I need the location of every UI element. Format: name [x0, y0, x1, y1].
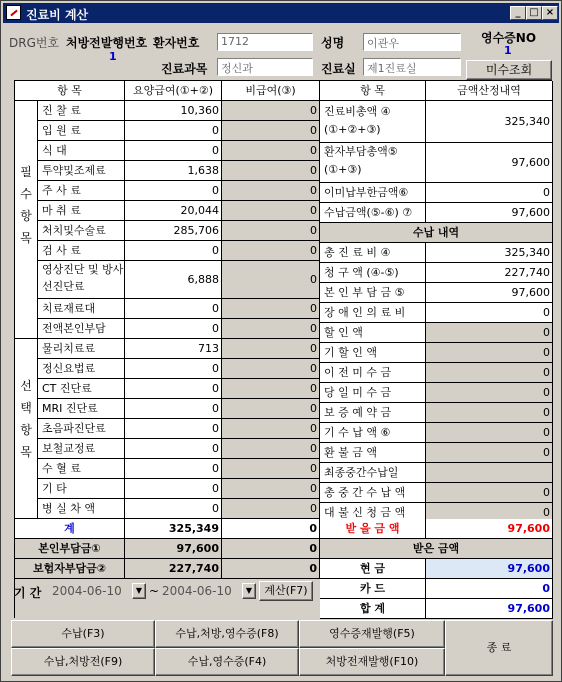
maximize-button[interactable]: □	[526, 6, 542, 20]
period-label: 기 간	[14, 586, 42, 600]
summary-amount: 97,600	[426, 143, 553, 183]
uninsured-amount[interactable]: 0	[222, 201, 320, 221]
department-field[interactable]: 정신과	[217, 58, 313, 76]
pay-button[interactable]: 수납(F3)	[11, 620, 155, 648]
receipt-amount[interactable]: 0	[426, 423, 553, 443]
period-from-date[interactable]: 2004-06-10	[52, 584, 122, 598]
receipt-label: 장 애 인 의 료 비	[320, 303, 426, 323]
receipt-label: 본 인 부 담 금 ⑤	[320, 283, 426, 303]
item-label: 치료재료대	[38, 299, 125, 319]
pay-prescription-button[interactable]: 수납,처방전(F9)	[11, 648, 155, 676]
uninsured-amount[interactable]: 0	[222, 101, 320, 121]
summary-label: 환자부담총액⑤ (①+③)	[320, 143, 426, 183]
cash-label: 현 금	[320, 559, 426, 579]
item-label: 수 혈 료	[38, 459, 125, 479]
item-label: 물리치료료	[38, 339, 125, 359]
total-label: 계	[15, 519, 125, 539]
item-label: 투약및조제료	[38, 161, 125, 181]
department-label: 진료과목	[161, 62, 208, 76]
period-from-dropdown-icon[interactable]: ▼	[132, 583, 146, 599]
insured-amount[interactable]: 1,638	[125, 161, 222, 181]
prescription-number-label: 처방전발행번호	[66, 36, 148, 50]
receipt-label: 대 불 신 청 금 액	[320, 503, 426, 523]
insurer-pay-amount: 227,740	[125, 559, 222, 579]
uninsured-amount[interactable]: 0	[222, 459, 320, 479]
summary-amount: 325,340	[426, 101, 553, 143]
item-label: 정신요법료	[38, 359, 125, 379]
item-label: 초음파진단료	[38, 419, 125, 439]
uninsured-amount[interactable]: 0	[222, 339, 320, 359]
uninsured-amount[interactable]: 0	[222, 479, 320, 499]
item-label: 식 대	[38, 141, 125, 161]
item-label: 진 찰 료	[38, 101, 125, 121]
receipt-amount: 325,340	[426, 243, 553, 263]
item-label: 기 타	[38, 479, 125, 499]
receipt-label: 청 구 액 (④-⑤)	[320, 263, 426, 283]
insured-amount[interactable]: 0	[125, 499, 222, 519]
window-title: 진료비 계산	[26, 8, 89, 22]
receipt-amount[interactable]	[426, 463, 553, 483]
uninsured-amount[interactable]: 0	[222, 379, 320, 399]
summary-label: 수납금액(⑤-⑥) ⑦	[320, 203, 426, 223]
summary-amount: 0	[426, 183, 553, 203]
uninsured-amount[interactable]: 0	[222, 299, 320, 319]
amount-header: 금액산정내역	[426, 81, 553, 101]
uninsured-amount[interactable]: 0	[222, 399, 320, 419]
patient-number-field[interactable]: 1712	[217, 33, 313, 51]
uninsured-amount[interactable]: 0	[222, 141, 320, 161]
cash-amount[interactable]: 97,600	[426, 559, 553, 579]
receive-amount-label: 받 을 금 액	[320, 519, 426, 539]
receipt-label: 보 증 예 약 금	[320, 403, 426, 423]
insured-amount[interactable]: 0	[125, 319, 222, 339]
item-label: 병 실 차 액	[38, 499, 125, 519]
insured-amount[interactable]: 6,888	[125, 261, 222, 299]
item-label: 보철교정료	[38, 439, 125, 459]
receipt-label: 기 수 납 액 ⑥	[320, 423, 426, 443]
patient-number-label: 환자번호	[153, 36, 200, 50]
summary-label: 진료비총액 ④ (①+②+③)	[320, 101, 426, 143]
insured-amount[interactable]: 0	[125, 299, 222, 319]
uninsured-amount[interactable]: 0	[222, 261, 320, 299]
room-field[interactable]: 제1진료실	[363, 58, 461, 76]
insured-amount[interactable]: 0	[125, 359, 222, 379]
uninsured-amount[interactable]: 0	[222, 241, 320, 261]
self-pay-label: 본인부담금①	[15, 539, 125, 559]
receipt-amount[interactable]: 0	[426, 323, 553, 343]
insured-amount[interactable]: 10,360	[125, 101, 222, 121]
receipt-amount[interactable]: 0	[426, 443, 553, 463]
item-label: 주 사 료	[38, 181, 125, 201]
uninsured-amount[interactable]: 0	[222, 439, 320, 459]
item-label: 마 취 료	[38, 201, 125, 221]
summary-label: 이미납부한금액⑥	[320, 183, 426, 203]
uninsured-amount[interactable]: 0	[222, 319, 320, 339]
item-label: 전액본인부담	[38, 319, 125, 339]
receipt-amount[interactable]: 0	[426, 503, 553, 523]
required-group-label: 필수항목	[15, 101, 38, 339]
self-pay-amount: 97,600	[125, 539, 222, 559]
summary-amount: 97,600	[426, 203, 553, 223]
uninsured-amount[interactable]: 0	[222, 221, 320, 241]
card-amount[interactable]: 0	[426, 579, 553, 599]
self-pay-uninsured: 0	[222, 539, 320, 559]
insured-amount[interactable]: 0	[125, 459, 222, 479]
item-label: 영상진단 및 방사선진단료	[38, 261, 125, 299]
unpaid-inquiry-button[interactable]: 미수조회	[466, 60, 552, 80]
receipt-label: 이 전 미 수 금	[320, 363, 426, 383]
receipt-amount: 97,600	[426, 283, 553, 303]
receipt-number-value: 1	[504, 44, 512, 57]
receipt-number-label: 영수증NO	[481, 31, 537, 45]
insured-amount[interactable]: 713	[125, 339, 222, 359]
insured-amount[interactable]: 0	[125, 419, 222, 439]
sum-label: 합 계	[320, 599, 426, 619]
uninsured-amount[interactable]: 0	[222, 121, 320, 141]
drg-label: DRG번호	[9, 36, 60, 50]
app-icon	[6, 5, 21, 20]
receipt-label: 기 할 인 액	[320, 343, 426, 363]
sum-amount: 97,600	[426, 599, 553, 619]
right-item-header: 항 목	[320, 81, 426, 101]
insurer-pay-label: 보험자부담금②	[15, 559, 125, 579]
insured-header: 요양급여(①+②)	[125, 81, 222, 101]
insured-amount[interactable]: 20,044	[125, 201, 222, 221]
uninsured-amount[interactable]: 0	[222, 419, 320, 439]
insured-amount[interactable]: 0	[125, 379, 222, 399]
item-label: MRI 진단료	[38, 399, 125, 419]
receipt-amount[interactable]: 0	[426, 343, 553, 363]
reissue-prescription-button[interactable]: 처방전재발행(F10)	[299, 648, 445, 676]
room-label: 진료실	[321, 62, 356, 76]
insured-amount[interactable]: 0	[125, 241, 222, 261]
insurer-pay-uninsured: 0	[222, 559, 320, 579]
uninsured-amount[interactable]: 0	[222, 499, 320, 519]
receipt-amount[interactable]: 0	[426, 383, 553, 403]
period-to-dropdown-icon[interactable]: ▼	[242, 583, 256, 599]
drg-value: 1	[109, 50, 117, 63]
insured-amount[interactable]: 0	[125, 399, 222, 419]
total-insured: 325,349	[125, 519, 222, 539]
name-label: 성명	[321, 36, 345, 50]
uninsured-amount[interactable]: 0	[222, 161, 320, 181]
receive-amount-value: 97,600	[426, 519, 553, 539]
receipt-amount[interactable]: 0	[426, 483, 553, 503]
item-header: 항 목	[15, 81, 125, 101]
minimize-button[interactable]: _	[510, 6, 526, 20]
receipt-label: 당 일 미 수 금	[320, 383, 426, 403]
insured-amount[interactable]: 0	[125, 439, 222, 459]
pay-receipt-button[interactable]: 수납,영수증(F4)	[155, 648, 299, 676]
receipt-label: 최종중간수납일	[320, 463, 426, 483]
receipt-details-title: 수납 내역	[320, 223, 553, 243]
name-field[interactable]: 이관우	[363, 33, 461, 51]
reissue-receipt-button[interactable]: 영수증재발행(F5)	[299, 620, 445, 648]
insured-amount[interactable]: 0	[125, 181, 222, 201]
receipt-label: 환 불 금 액	[320, 443, 426, 463]
uninsured-amount[interactable]: 0	[222, 359, 320, 379]
pay-prescription-receipt-button[interactable]: 수납,처방,영수증(F8)	[155, 620, 299, 648]
insured-amount[interactable]: 0	[125, 479, 222, 499]
receipt-amount[interactable]: 0	[426, 363, 553, 383]
exit-button[interactable]: 종 료	[445, 620, 553, 676]
optional-group-label: 선택항목	[15, 339, 38, 519]
title-bar	[3, 3, 559, 23]
item-label: 입 원 료	[38, 121, 125, 141]
receipt-label: 총 진 료 비 ④	[320, 243, 426, 263]
receipt-amount: 0	[426, 303, 553, 323]
insured-amount[interactable]: 285,706	[125, 221, 222, 241]
receipt-label: 총 중 간 수 납 액	[320, 483, 426, 503]
card-label: 카 드	[320, 579, 426, 599]
item-label: 검 사 료	[38, 241, 125, 261]
received-amount-title: 받은 금액	[320, 539, 553, 559]
period-separator: ~	[149, 584, 160, 598]
insured-amount[interactable]: 0	[125, 141, 222, 161]
billing-table	[14, 80, 552, 618]
receipt-amount: 227,740	[426, 263, 553, 283]
insured-amount[interactable]: 0	[125, 121, 222, 141]
uninsured-header: 비급여(③)	[222, 81, 320, 101]
period-to-date[interactable]: 2004-06-10	[162, 584, 232, 598]
uninsured-amount[interactable]: 0	[222, 181, 320, 201]
item-label: 처치및수술료	[38, 221, 125, 241]
total-uninsured: 0	[222, 519, 320, 539]
receipt-amount[interactable]: 0	[426, 403, 553, 423]
receipt-label: 할 인 액	[320, 323, 426, 343]
item-label: CT 진단료	[38, 379, 125, 399]
close-window-button[interactable]: ×	[542, 6, 558, 20]
calculate-button[interactable]: 계산(F7)	[259, 581, 313, 601]
